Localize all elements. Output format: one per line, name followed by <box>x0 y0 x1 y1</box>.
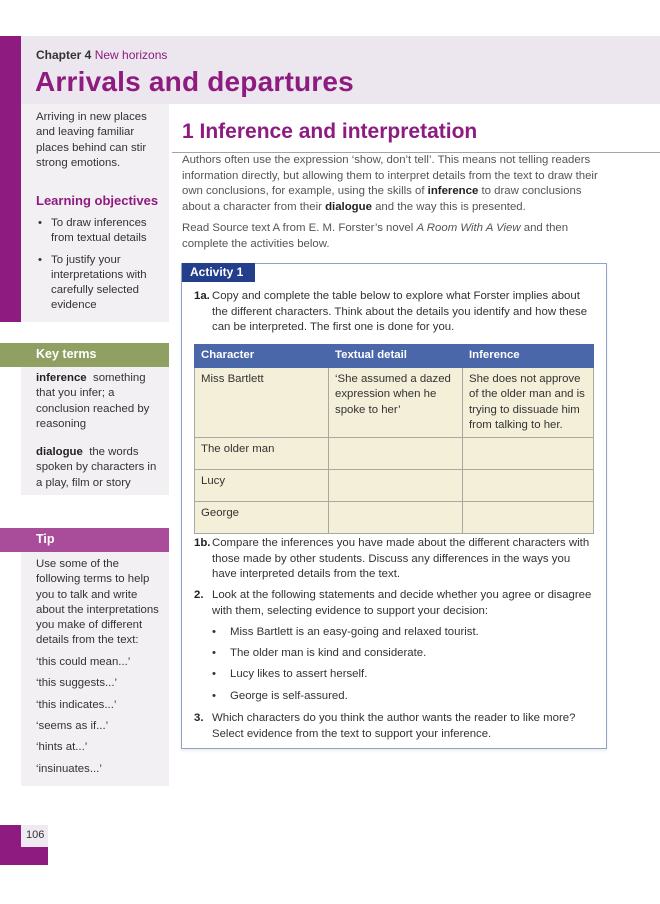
tip-phrase: ‘insinuates...’ <box>36 763 102 775</box>
page-title: Arrivals and departures <box>35 66 354 97</box>
question-1b <box>194 536 598 583</box>
question-number: 1a. <box>194 290 210 302</box>
statement-item <box>212 690 348 702</box>
key-terms-heading: Key terms <box>36 347 97 361</box>
question-number: 2. <box>194 589 204 601</box>
key-term: dialogue <box>36 446 83 458</box>
statement-item <box>212 647 426 659</box>
column-header: Inference <box>463 345 594 368</box>
term-dialogue: dialogue <box>325 200 372 213</box>
key-term-definition: the words spoken by characters in a play, film or story <box>36 446 157 489</box>
question-text: Which characters do you think the author wants the reader to like more? Select evidence from the text to support your inference. <box>212 712 576 740</box>
column-header: Character <box>195 345 329 368</box>
table-cell <box>463 438 594 470</box>
tip-phrase: ‘this could mean...’ <box>36 656 131 668</box>
term-inference: inference <box>427 185 479 198</box>
activity-label-text: Activity 1 <box>190 265 244 279</box>
table-row <box>195 502 594 534</box>
activity-label <box>182 263 255 282</box>
page-number: 106 <box>26 829 45 841</box>
key-term-entry <box>36 371 160 432</box>
statement-text: The older man is kind and considerate. <box>230 647 427 659</box>
chapter-name: New horizons <box>94 48 168 62</box>
intro-paragraph: Authors often use the expression ‘show, don’t tell’. This means not telling readers information directly, but allowing them to interpret details from the text to draw their own conclusions, for example, using the skills of inference to draw conclusions about a character from their dialogue and the way this is presented. <box>182 154 598 213</box>
table-cell: The older man <box>195 438 329 470</box>
question-2 <box>194 588 598 619</box>
key-term-entry <box>36 445 160 491</box>
tip-text: Use some of the following terms to help you to talk and write about the interpretations you make of different details from the text: <box>36 558 159 647</box>
chapter-number: Chapter 4 <box>36 48 92 62</box>
reading-instruction: Read Source text A from E. M. Forster’s novel A Room With A View and then complete the activities below. <box>182 222 569 250</box>
tip-phrase: ‘seems as if...’ <box>36 720 109 732</box>
table-cell <box>329 438 463 470</box>
key-term: inference <box>36 372 87 384</box>
statement-text: George is self-assured. <box>230 690 348 702</box>
question-text: Look at the following statements and decide whether you agree or disagree with them, selecting evidence to support your decision: <box>212 589 592 617</box>
activity-table <box>194 344 594 534</box>
question-3 <box>194 711 598 742</box>
key-terms-header <box>0 343 169 367</box>
table-header-row <box>195 345 594 368</box>
statement-text: Lucy likes to assert herself. <box>230 668 368 680</box>
accent-bar <box>0 36 21 322</box>
book-title: A Room With A View <box>416 222 521 234</box>
tip-header <box>0 528 169 552</box>
learning-objective-item: • To draw inferences from textual details <box>36 216 164 247</box>
tip-phrase: ‘hints at...’ <box>36 741 88 753</box>
question-text: Copy and complete the table below to explore what Forster implies about the different characters. Think about the details you identify and how these can be interpreted. The first one is done for you. <box>212 290 588 334</box>
table-cell: ‘She assumed a dazed expression when he spoke to her’ <box>329 368 463 438</box>
statement-item <box>212 626 479 638</box>
table-cell <box>329 502 463 534</box>
table-row <box>195 368 594 438</box>
key-term-definition: something that you infer; a conclusion reached by reasoning <box>36 372 150 430</box>
table-cell: George <box>195 502 329 534</box>
tip-heading: Tip <box>36 532 55 546</box>
learning-objectives-heading: Learning objectives <box>36 193 159 208</box>
section-title: 1 Inference and interpretation <box>182 120 478 143</box>
question-text: Compare the inferences you have made about the different characters with those made by other students. Discuss any differences in the ways you have interpreted details from the text. <box>212 537 590 581</box>
learning-objectives-list <box>36 216 164 320</box>
table-cell <box>463 470 594 502</box>
statement-text: Miss Bartlett is an easy-going and relaxed tourist. <box>230 626 479 638</box>
learning-objective-item: • To justify your interpretations with carefully selected evidence <box>36 253 164 314</box>
column-header: Textual detail <box>329 345 463 368</box>
table-row <box>195 438 594 470</box>
tip-phrase: ‘this indicates...’ <box>36 699 117 711</box>
table-cell <box>329 470 463 502</box>
question-1a <box>194 289 598 336</box>
intro-text: Arriving in new places and leaving familiar places behind can stir strong emotions. <box>36 111 147 169</box>
table-cell: Lucy <box>195 470 329 502</box>
question-number: 3. <box>194 712 204 724</box>
tip-phrase: ‘this suggests...’ <box>36 677 118 689</box>
table-cell <box>463 502 594 534</box>
table-cell: Miss Bartlett <box>195 368 329 438</box>
table-row <box>195 470 594 502</box>
question-number: 1b. <box>194 537 211 549</box>
chapter-label <box>36 48 167 62</box>
statement-item <box>212 668 367 680</box>
table-cell: She does not approve of the older man and is trying to dissuade him from talking to her. <box>463 368 594 438</box>
